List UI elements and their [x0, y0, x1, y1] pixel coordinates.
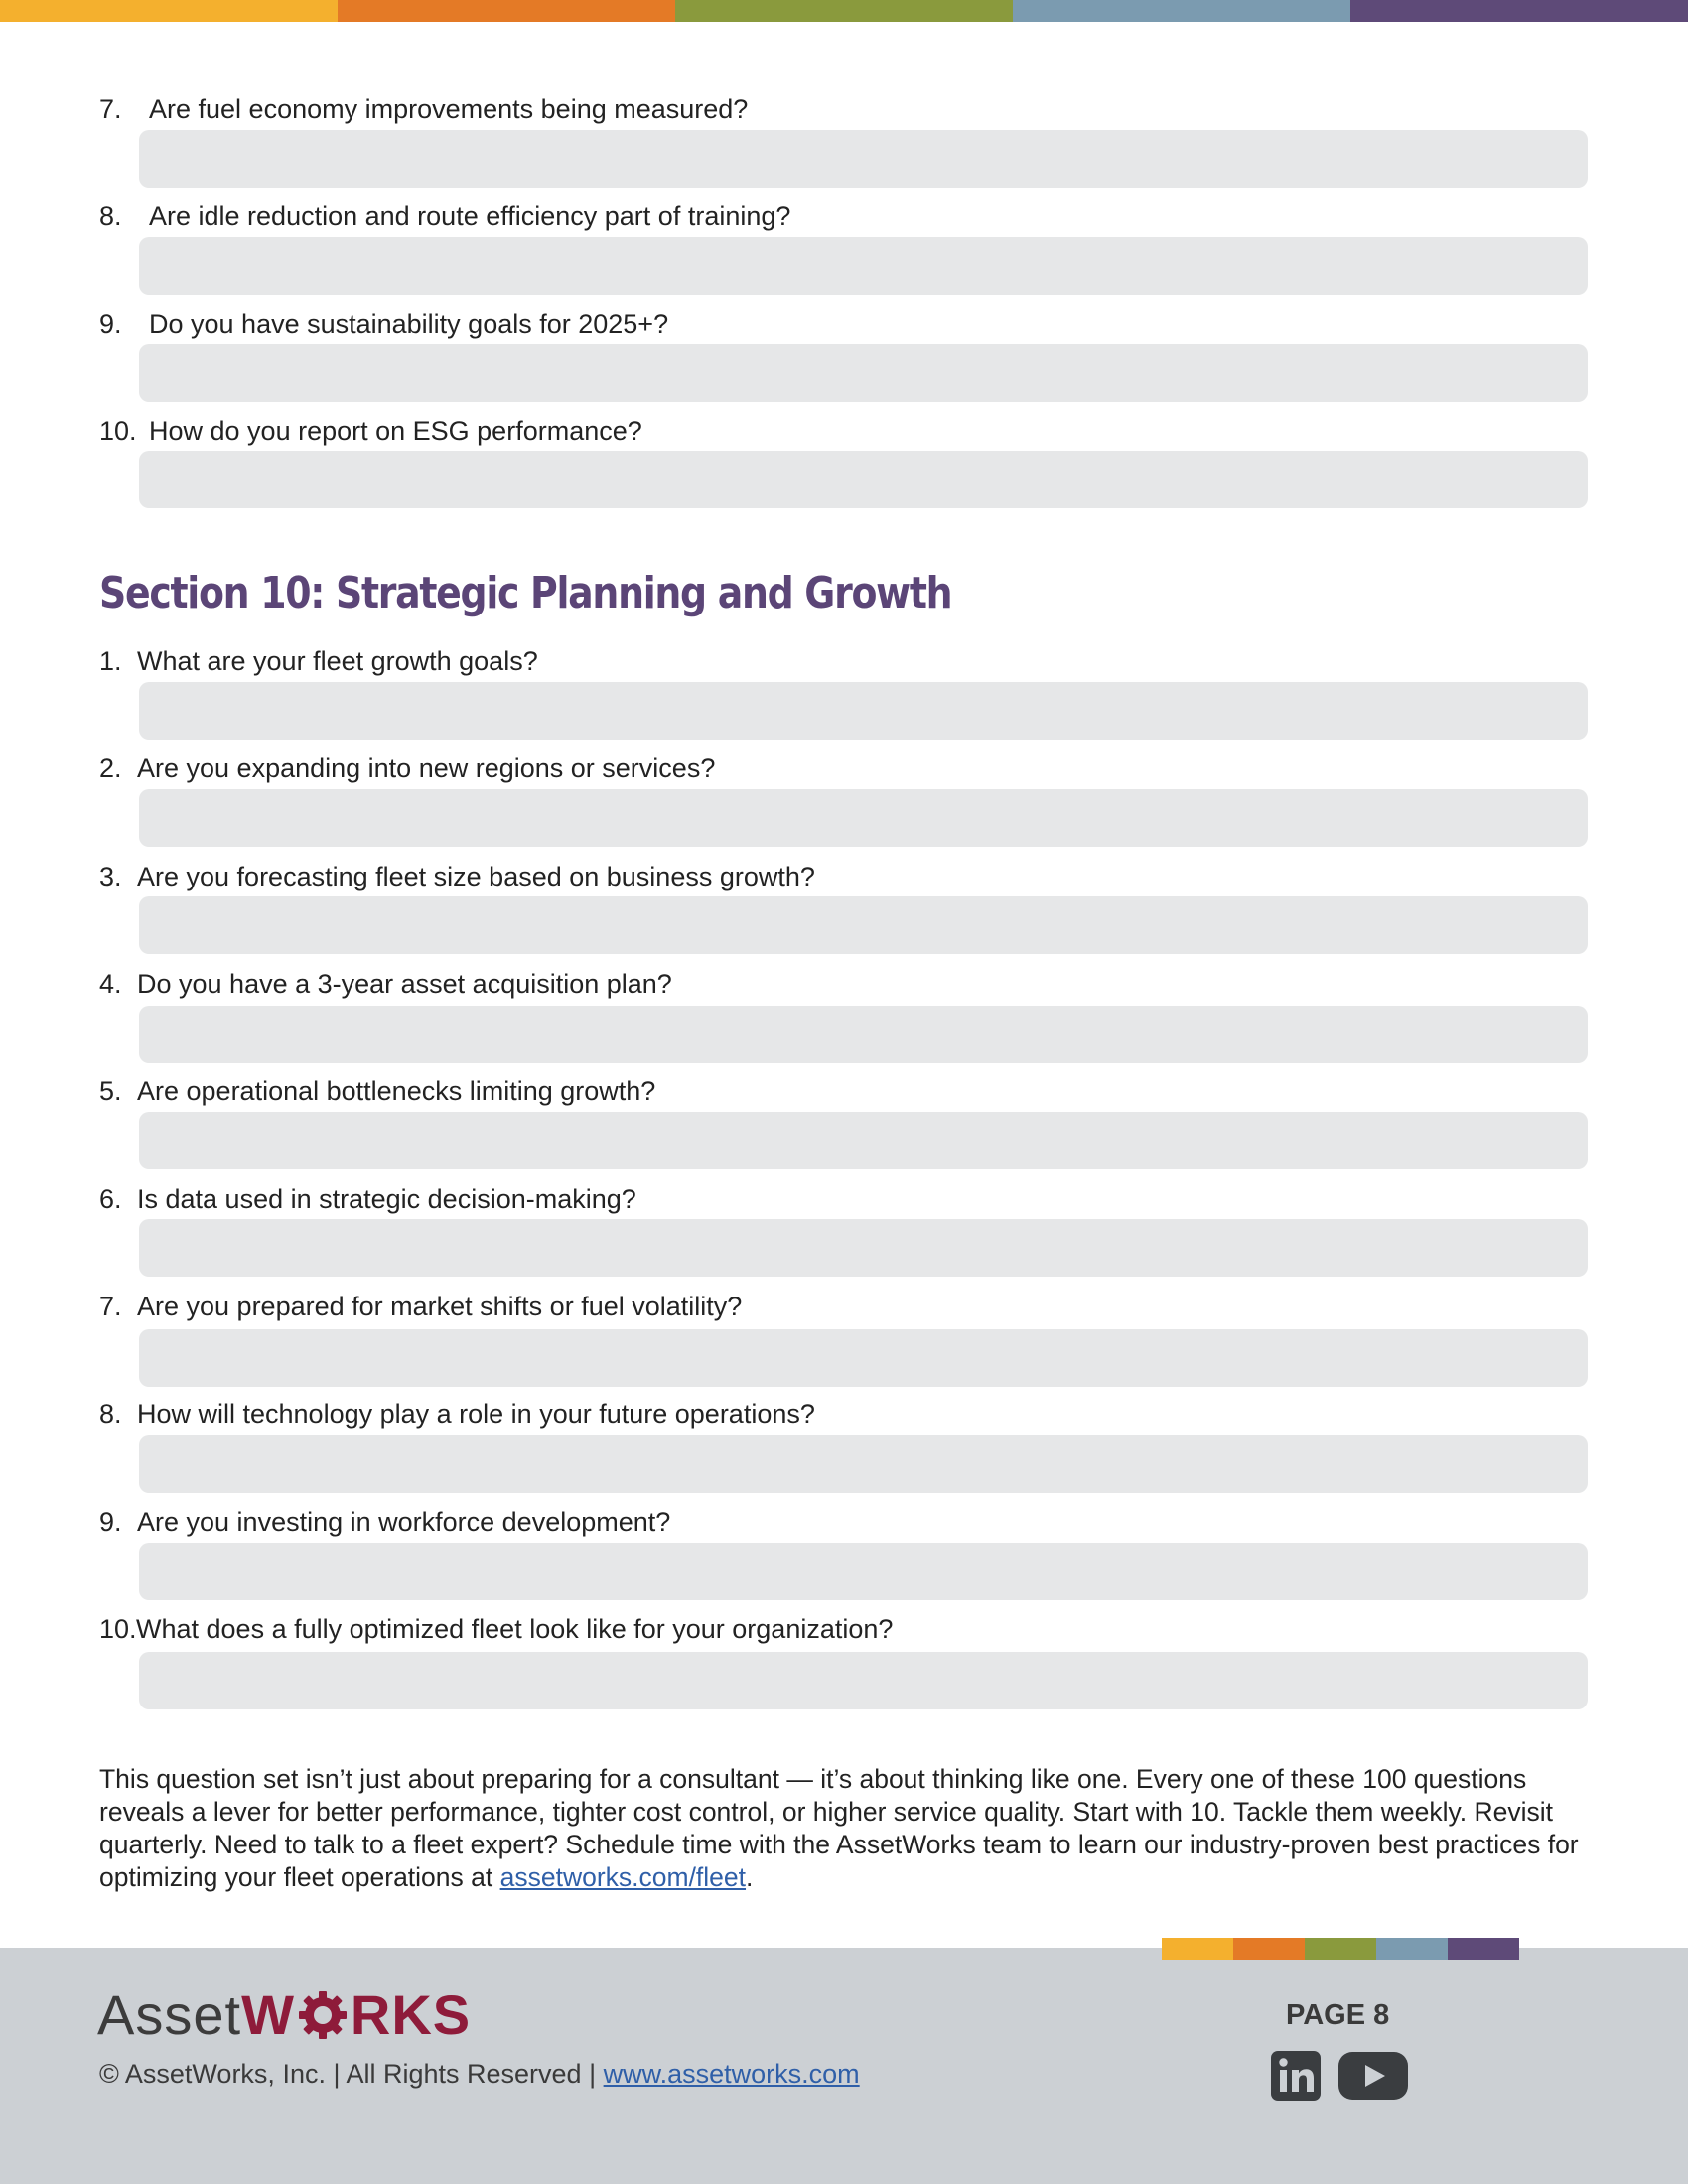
question-number: 10.	[99, 1614, 137, 1644]
youtube-icon[interactable]	[1338, 2051, 1408, 2101]
assetworks-logo	[97, 1985, 471, 2045]
answer-field[interactable]	[139, 1219, 1588, 1277]
logo-w: W	[241, 1983, 295, 2046]
question-number: 7.	[99, 1292, 122, 1321]
question-text: How do you report on ESG performance?	[149, 416, 642, 446]
fleet-link[interactable]: assetworks.com/fleet	[499, 1862, 747, 1892]
copyright-line	[99, 2059, 860, 2090]
stripe-green	[675, 0, 1013, 22]
question-text: Are operational bottlenecks limiting growth?	[137, 1076, 656, 1106]
question-text: Are you forecasting fleet size based on business growth?	[137, 862, 815, 891]
s10-question-10	[99, 1616, 893, 1643]
s10-question-3	[99, 864, 815, 890]
stripe-blue	[1376, 1938, 1448, 1960]
answer-field[interactable]	[139, 451, 1588, 508]
linkedin-icon[interactable]	[1271, 2051, 1321, 2101]
question-text: Is data used in strategic decision-making?	[137, 1184, 636, 1214]
question-text: Are you prepared for market shifts or fuel volatility?	[137, 1292, 743, 1321]
answer-field[interactable]	[139, 1652, 1588, 1709]
s10-question-7	[99, 1294, 742, 1320]
s10-question-8	[99, 1401, 815, 1428]
question-number: 8.	[99, 1399, 122, 1429]
question-number: 4.	[99, 969, 122, 999]
question-text: How will technology play a role in your future operations?	[137, 1399, 815, 1429]
question-number: 8.	[99, 202, 122, 231]
s10-question-9	[99, 1509, 670, 1536]
question-text: Are you investing in workforce development?	[137, 1507, 671, 1537]
top-color-stripe	[0, 0, 1688, 22]
question-number: 3.	[99, 862, 122, 891]
closing-end: .	[746, 1862, 754, 1892]
prev-question-9	[99, 311, 668, 338]
footer-color-stripe	[1162, 1938, 1519, 1960]
section-title: Section 10: Strategic Planning and Growth	[99, 568, 952, 618]
answer-field[interactable]	[139, 1329, 1588, 1387]
logo-asset-text: Asset	[97, 1983, 242, 2046]
s10-question-5	[99, 1078, 655, 1105]
closing-text: This question set isn’t just about preparing for a consultant — it’s about thinking like one. Every one of these 100 questions reveals a lever for better performance, tighter cost control, or higher service quality. Start with 10. Tackle them weekly. Revisit quarterly. Need to talk to a fleet expert? Schedule time with the AssetWorks team to learn our industry-proven best practices for optimizing your fleet operations at	[99, 1764, 1579, 1892]
copyright-text: © AssetWorks, Inc. | All Rights Reserved |	[99, 2059, 604, 2089]
question-text: Do you have a 3-year asset acquisition plan?	[137, 969, 672, 999]
gear-icon	[297, 1989, 349, 2041]
question-number: 6.	[99, 1184, 122, 1214]
s10-question-4	[99, 971, 672, 998]
s10-question-1	[99, 648, 538, 675]
stripe-purple	[1350, 0, 1688, 22]
question-number: 9.	[99, 309, 122, 339]
answer-field[interactable]	[139, 237, 1588, 295]
answer-field[interactable]	[139, 1543, 1588, 1600]
question-text: What does a fully optimized fleet look like for your organization?	[136, 1614, 894, 1644]
question-text: Are fuel economy improvements being measured?	[149, 94, 749, 124]
stripe-orange	[1233, 1938, 1305, 1960]
answer-field[interactable]	[139, 1006, 1588, 1063]
s10-question-2	[99, 755, 715, 782]
prev-question-8	[99, 204, 790, 230]
question-number: 5.	[99, 1076, 122, 1106]
stripe-purple	[1448, 1938, 1519, 1960]
question-number: 7.	[99, 94, 122, 124]
question-text: Are idle reduction and route efficiency part of training?	[149, 202, 791, 231]
logo-works-text	[241, 1985, 471, 2045]
question-text: Are you expanding into new regions or services?	[137, 753, 716, 783]
answer-field[interactable]	[139, 130, 1588, 188]
answer-field[interactable]	[139, 682, 1588, 740]
prev-question-10	[99, 418, 642, 445]
prev-question-7	[99, 96, 748, 123]
s10-question-6	[99, 1186, 636, 1213]
stripe-blue	[1013, 0, 1350, 22]
question-number: 9.	[99, 1507, 122, 1537]
page-number: PAGE 8	[1286, 1999, 1390, 2031]
question-number: 2.	[99, 753, 122, 783]
answer-field[interactable]	[139, 896, 1588, 954]
question-text: Do you have sustainability goals for 2025+?	[149, 309, 669, 339]
stripe-green	[1305, 1938, 1376, 1960]
question-number: 1.	[99, 646, 122, 676]
answer-field[interactable]	[139, 344, 1588, 402]
closing-paragraph	[99, 1763, 1599, 1894]
answer-field[interactable]	[139, 789, 1588, 847]
question-number: 10.	[99, 416, 137, 446]
stripe-orange	[338, 0, 675, 22]
stripe-yellow	[0, 0, 338, 22]
social-links	[1271, 2051, 1408, 2101]
question-text: What are your fleet growth goals?	[137, 646, 538, 676]
website-link[interactable]: www.assetworks.com	[603, 2059, 860, 2089]
logo-rks: RKS	[350, 1983, 472, 2046]
answer-field[interactable]	[139, 1435, 1588, 1493]
stripe-yellow	[1162, 1938, 1233, 1960]
answer-field[interactable]	[139, 1112, 1588, 1169]
